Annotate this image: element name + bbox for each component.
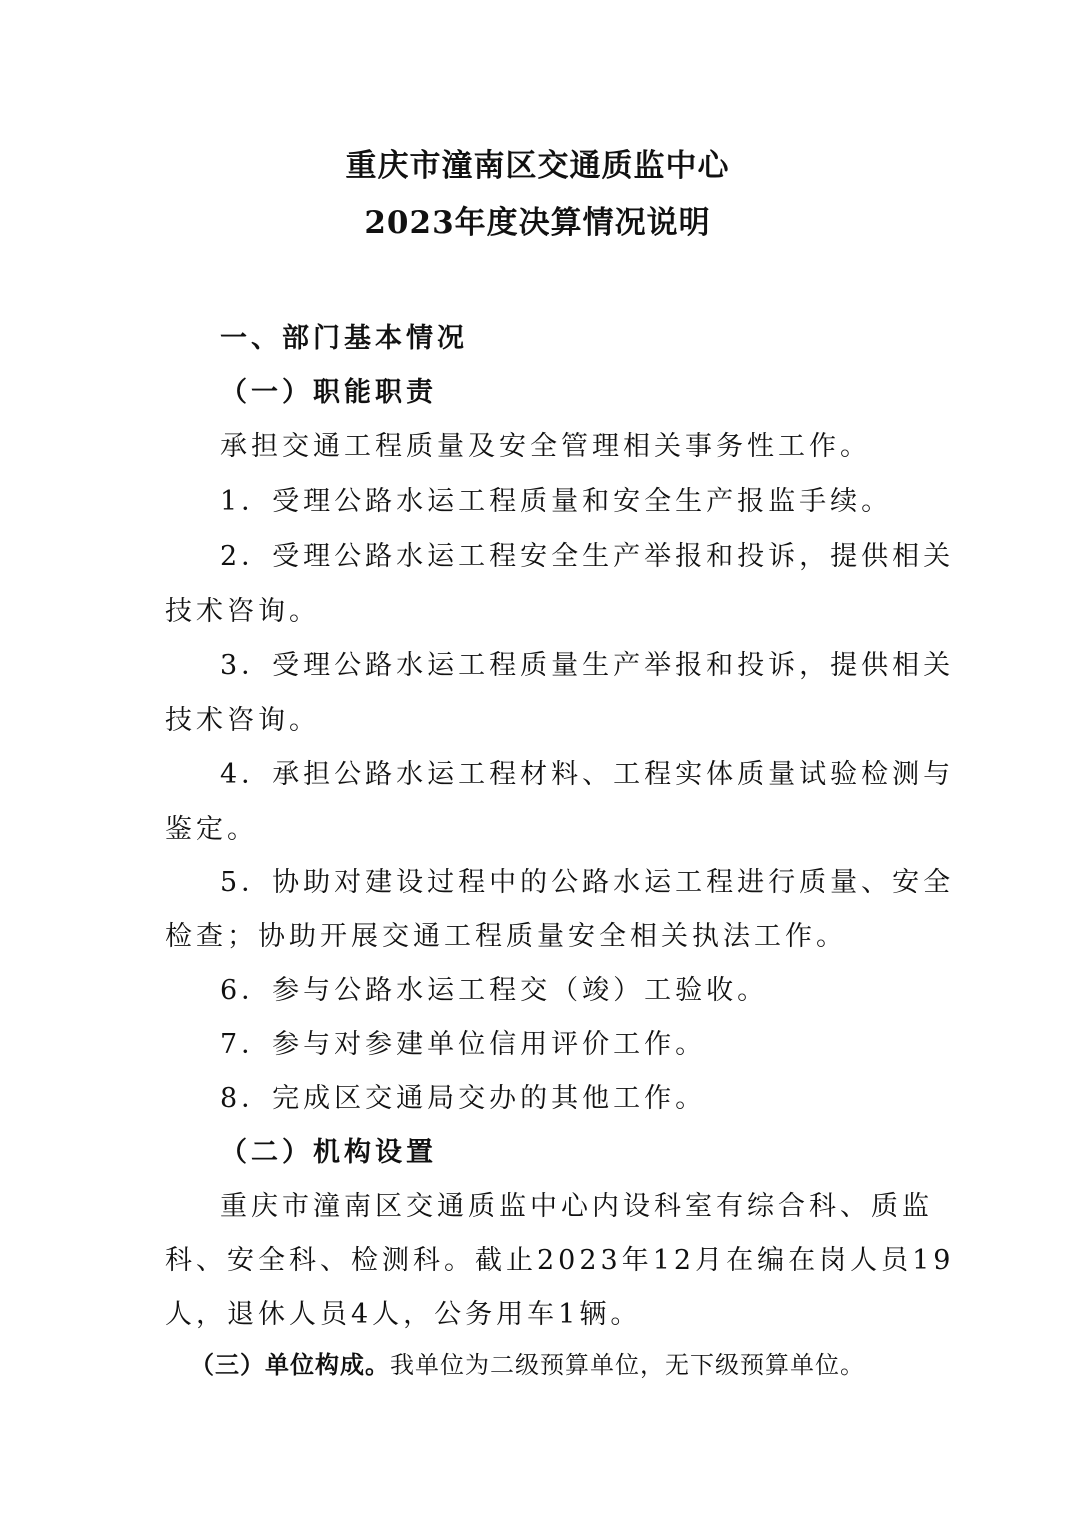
duty-item-7: 7．参与对参建单位信用评价工作。 xyxy=(220,1029,707,1060)
unit-composition-paragraph xyxy=(190,1345,865,1380)
subsection-heading-organization: （二）机构设置 xyxy=(220,1137,437,1168)
duty-item-1: 1．受理公路水运工程质量和安全生产报监手续。 xyxy=(220,486,893,517)
duty-item-4-line1: 4．承担公路水运工程材料、工程实体质量试验检测与 xyxy=(220,759,955,790)
duty-item-5-line2: 检查；协助开展交通工程质量安全相关执法工作。 xyxy=(165,921,847,952)
duty-item-4-line2: 鉴定。 xyxy=(165,814,258,845)
document-title: 重庆市潼南区交通质监中心 xyxy=(345,148,730,184)
organization-paragraph-line1: 重庆市潼南区交通质监中心内设科室有综合科、质监 xyxy=(220,1191,933,1222)
organization-paragraph-line3: 人，退休人员4人，公务用车1辆。 xyxy=(165,1299,642,1330)
document-subtitle: 2023年度决算情况说明 xyxy=(364,205,711,241)
duty-item-8: 8．完成区交通局交办的其他工作。 xyxy=(220,1083,707,1114)
subsection-heading-duties: （一）职能职责 xyxy=(220,377,437,408)
duty-item-3-line1: 3．受理公路水运工程质量生产举报和投诉，提供相关 xyxy=(220,650,955,681)
duty-item-5-line1: 5．协助对建设过程中的公路水运工程进行质量、安全 xyxy=(220,867,955,898)
duty-intro-paragraph: 承担交通工程质量及安全管理相关事务性工作。 xyxy=(220,431,871,462)
subsection-heading-unit-composition: （三）单位构成。 xyxy=(190,1350,390,1379)
duty-item-3-line2: 技术咨询。 xyxy=(165,705,320,736)
unit-composition-text: 我单位为二级预算单位，无下级预算单位。 xyxy=(390,1351,865,1379)
duty-item-2-line1: 2．受理公路水运工程安全生产举报和投诉，提供相关 xyxy=(220,541,955,572)
organization-paragraph-line2: 科、安全科、检测科。截止2023年12月在编在岗人员19 xyxy=(165,1245,955,1276)
duty-item-2-line2: 技术咨询。 xyxy=(165,596,320,627)
section-heading-basic-info: 一、部门基本情况 xyxy=(220,323,468,354)
duty-item-6: 6．参与公路水运工程交（竣）工验收。 xyxy=(220,975,769,1006)
